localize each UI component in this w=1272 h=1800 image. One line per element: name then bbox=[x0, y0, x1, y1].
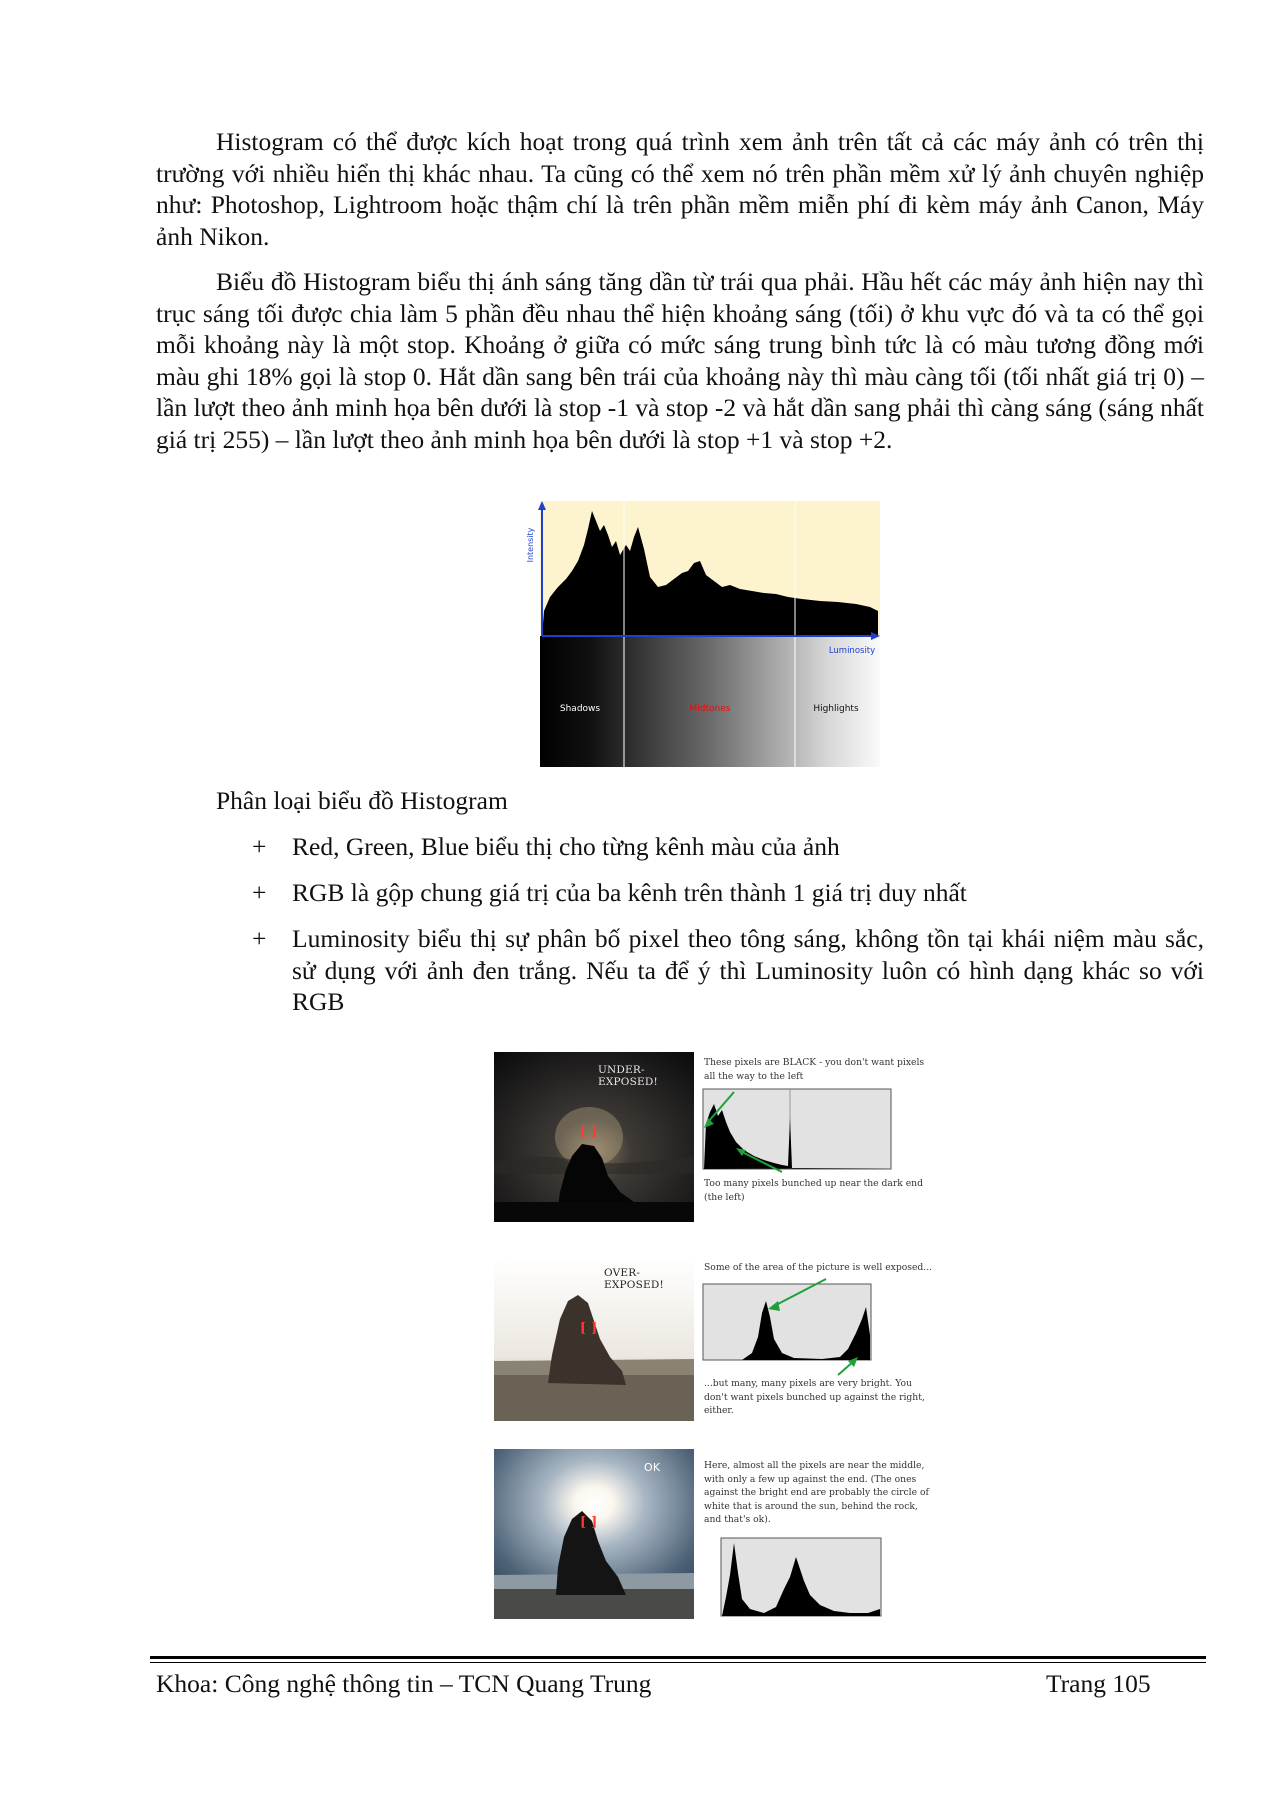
zone-label-highlights: Highlights bbox=[813, 704, 859, 714]
bullet-text: Red, Green, Blue biểu thị cho từng kênh màu của ảnh bbox=[292, 832, 840, 861]
exposure-example-over bbox=[494, 1257, 934, 1425]
bullet-mark: + bbox=[252, 878, 267, 907]
under-exposed-histogram bbox=[702, 1088, 922, 1188]
annotation-bottom: ...but many, many pixels are very bright. You don't want pixels bunched up against the right, either. bbox=[704, 1378, 925, 1416]
photo-label: OVER-EXPOSED! bbox=[604, 1267, 664, 1291]
over-exposed-photo bbox=[494, 1257, 694, 1421]
histogram-luminosity-figure bbox=[526, 501, 880, 767]
paragraph-histogram-intro bbox=[156, 126, 1204, 252]
footer-rule bbox=[150, 1656, 1206, 1659]
exposure-example-under bbox=[494, 1052, 934, 1224]
y-axis-label: Intensity bbox=[526, 527, 535, 563]
annotation-top: Here, almost all the pixels are near the middle, with only a few up against the end. (The ones against the bright end are probably the circle of white that is around the sun, behind the rock, and that's ok). bbox=[704, 1460, 929, 1525]
zone-label-shadows: Shadows bbox=[559, 704, 601, 714]
section-title-histogram-types: Phân loại biểu đồ Histogram bbox=[216, 786, 508, 815]
paragraph-histogram-stops bbox=[156, 266, 1204, 455]
zone-label-midtones: Midtones bbox=[689, 704, 731, 714]
photo-label: OK bbox=[644, 1461, 661, 1474]
footer-rule-thin bbox=[150, 1662, 1206, 1663]
annotation-bottom: Too many pixels bunched up near the dark end (the left) bbox=[704, 1178, 923, 1203]
photo-label: UNDER-EXPOSED! bbox=[598, 1064, 658, 1088]
footer-department: Khoa: Công nghệ thông tin – TCN Quang Trung bbox=[156, 1669, 652, 1698]
x-axis-label: Luminosity bbox=[828, 646, 876, 656]
focus-mark: [ ] bbox=[580, 1321, 598, 1336]
bullet-mark: + bbox=[252, 832, 267, 861]
focus-mark: [ ] bbox=[580, 1124, 598, 1139]
footer-page-number: Trang 105 bbox=[1046, 1669, 1151, 1698]
annotation-top: Some of the area of the picture is well exposed... bbox=[704, 1262, 933, 1273]
under-exposed-photo bbox=[494, 1052, 694, 1222]
over-exposed-histogram bbox=[702, 1283, 922, 1373]
annotation-top: These pixels are BLACK - you don't want pixels all the way to the left bbox=[704, 1057, 925, 1082]
annotation-arrow bbox=[834, 1357, 864, 1377]
bullet-text: Luminosity biểu thị sự phân bố pixel theo tông sáng, không tồn tại khái niệm màu sắc, sử dụng với ảnh đen trắng. Nếu ta để ý thì Luminosity luôn có hình dạng khác so với RGB bbox=[292, 924, 1204, 1016]
ok-exposed-photo bbox=[494, 1449, 694, 1619]
paragraph-text: Biểu đồ Histogram biểu thị ánh sáng tăng dần từ trái qua phải. Hầu hết các máy ảnh hiện nay thì trục sáng tối được chia làm 5 phần đều nhau thể hiện khoảng sáng (tối) ở khu vực đó và ta có thể gọi mỗi khoảng này là một stop. Khoảng ở giữa có mức sáng trung bình tức là có màu tương đồng mới màu ghi 18% gọi là stop 0. Hắt dần sang bên trái của khoảng này thì màu càng tối (tối nhất giá trị 0) – lần lượt theo ảnh minh họa bên dưới là stop -1 và stop -2 và hắt dần sang phải thì càng sáng (sáng nhất giá trị 255) – lần lượt theo ảnh minh họa bên dưới là stop +1 và stop +2. bbox=[156, 267, 1204, 454]
ok-histogram bbox=[720, 1537, 890, 1619]
exposure-example-ok bbox=[494, 1449, 934, 1621]
bullet-text: RGB là gộp chung giá trị của ba kênh trên thành 1 giá trị duy nhất bbox=[292, 878, 967, 907]
focus-mark: [ ] bbox=[580, 1515, 598, 1530]
paragraph-text: Histogram có thể được kích hoạt trong quá trình xem ảnh trên tất cả các máy ảnh có trên thị trường với nhiều hiển thị khác nhau. Ta cũng có thể xem nó trên phần mềm xử lý ảnh chuyên nghiệp như: Photoshop, Lightroom hoặc thậm chí là trên phần mềm miễn phí đi kèm máy ảnh Canon, Máy ảnh Nikon. bbox=[156, 127, 1204, 251]
bullet-mark: + bbox=[252, 924, 267, 953]
